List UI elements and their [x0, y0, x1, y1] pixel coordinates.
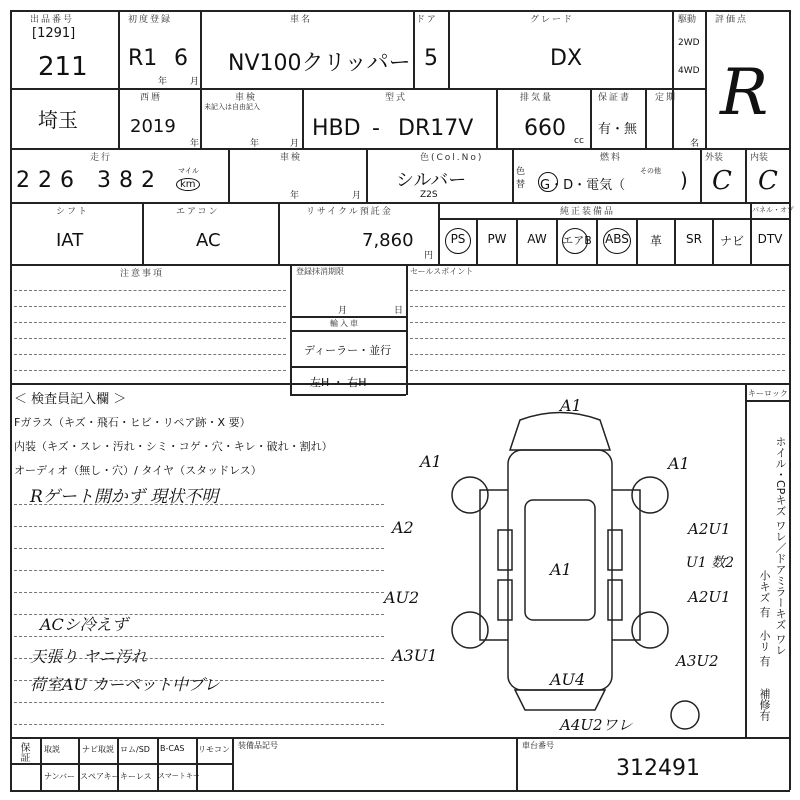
chassis-number: 312491	[616, 756, 700, 781]
exterior-value: C	[712, 166, 732, 196]
displacement-label: 排気量	[520, 93, 554, 103]
year-ad-label: 西暦	[140, 93, 163, 103]
drive-4wd: 4WD	[678, 66, 700, 76]
equip-airbag-circle	[562, 228, 588, 254]
warranty-value: 有・無	[598, 122, 638, 137]
fuel-other-label: その他	[640, 167, 661, 175]
year-suffix-2: 年	[190, 139, 200, 149]
year-suffix-3: 年	[250, 139, 260, 149]
equipment-label: 純正装備品	[560, 207, 616, 217]
equip-pw: PW	[487, 232, 507, 246]
aircon-value: AC	[196, 230, 221, 251]
doors-label: ドア	[416, 15, 438, 25]
fuel-value: G・D・電気（	[540, 178, 626, 193]
mark-bottom: A4U2ワレ	[560, 716, 633, 734]
month-suffix-4: 月	[338, 306, 348, 316]
km-unit: km	[176, 178, 200, 191]
mile-unit: マイル	[178, 167, 199, 175]
bottom-right-label: 車台番号	[522, 741, 554, 750]
lot-label: 出品番号	[30, 15, 75, 25]
shift-label: シフト	[56, 207, 90, 217]
hand-note-3: 天張り ヤニ汚れ	[30, 647, 148, 666]
area-value: 埼玉	[38, 108, 78, 132]
yen-unit: 円	[424, 251, 434, 261]
bottom-r2-1: スペアキー	[80, 772, 120, 781]
drive-2wd: 2WD	[678, 38, 700, 48]
equip-airbag: エアB	[562, 234, 592, 247]
inspector-label: ＜ 検査員記入欄 ＞	[14, 392, 127, 407]
mileage-label: 走行	[90, 153, 113, 163]
mileage-digits: 226 382	[16, 168, 163, 193]
mark-center: A1	[550, 560, 572, 579]
interior-value: C	[758, 166, 778, 196]
equip-dtv: DTV	[757, 232, 783, 246]
equip-leather: 革	[649, 234, 662, 248]
equip-abs-circle	[603, 228, 631, 254]
recycle-label: リサイクル預託金	[306, 207, 393, 217]
bottom-r1-1: ナビ取説	[82, 745, 114, 754]
fuel-close-paren: )	[680, 168, 688, 192]
bottom-r2-0: ナンバー	[44, 772, 76, 781]
options-label: パネル・オプ	[752, 206, 794, 214]
month-suffix-3: 月	[352, 191, 362, 201]
import-label: 輸入車	[330, 319, 360, 328]
name-suffix: 名	[690, 139, 700, 149]
notes-label: 注意事項	[120, 269, 165, 279]
displacement-value: 660	[524, 116, 566, 141]
grade-label: グレード	[530, 15, 575, 25]
exterior-label: 外装	[705, 153, 724, 163]
legend-2: 小キズ 有	[758, 570, 771, 618]
legend-4: 補修有	[758, 688, 771, 721]
manual-label: 定期	[655, 93, 678, 103]
mark-fl: A1	[420, 452, 442, 471]
mark-left-mid: A2	[392, 518, 414, 537]
model-code: DR17V	[398, 116, 474, 141]
lot-top: [1291]	[32, 26, 76, 41]
model-name-label: 車名	[290, 15, 313, 25]
mark-r4: A3U2	[676, 652, 719, 670]
score-value: R	[720, 56, 769, 130]
hand-note-4: 荷室AU カーペット中ブレ	[30, 675, 220, 694]
audio-line: オーディオ（無し・穴）/ タイヤ（スタッドレス）	[14, 464, 262, 477]
hand-note-1: Rゲート開かず 現状不明	[30, 487, 219, 507]
color-label: 色(Col.No)	[420, 153, 484, 163]
chassis-label: 車検	[280, 153, 303, 163]
equip-navi: ナビ	[719, 234, 744, 248]
mark-top: A1	[560, 396, 582, 415]
color-code: Z2S	[420, 190, 438, 200]
first-reg-era: R1	[128, 46, 158, 71]
model-dash: -	[372, 116, 380, 141]
year-suffix-4: 年	[290, 191, 300, 201]
bottom-r1-3: B-CAS	[160, 744, 185, 753]
mark-fr: A1	[668, 454, 690, 473]
model-label: 型式	[385, 93, 408, 103]
glass-line: Fガラス（キズ・飛石・ヒビ・リペア跡・X 要）	[14, 416, 251, 429]
bottom-r2-2: キーレス	[120, 772, 152, 781]
shift-value: IAT	[56, 230, 84, 251]
bottom-r2-3: スマートキー	[158, 772, 200, 780]
doors-value: 5	[424, 46, 438, 71]
equip-sr: SR	[686, 232, 702, 246]
bottom-left-label: 保証	[18, 742, 29, 762]
first-reg-month: 6	[174, 46, 188, 71]
model-prefix: HBD	[312, 116, 361, 141]
interior-line: 内装（キズ・スレ・汚れ・シミ・コゲ・穴・キレ・破れ・割れ）	[14, 440, 333, 453]
equip-ps-circle	[445, 228, 471, 254]
legend-1: ホイル・CPキズ ワレ／ドアミラーキズ ワレ	[774, 436, 787, 656]
bottom-r1-0: 取説	[44, 745, 60, 754]
equip-ps: PS	[450, 232, 466, 246]
year-ad-value: 2019	[130, 116, 176, 137]
day-suffix: 日	[394, 306, 404, 316]
dealer-value: ディーラー・並行	[304, 344, 392, 357]
bottom-r1-2: ロム/SD	[120, 745, 150, 754]
equip-aw: AW	[527, 232, 547, 246]
lot-number: 211	[38, 52, 88, 82]
first-reg-label: 初度登録	[128, 15, 173, 25]
bottom-r1-4: リモコン	[198, 745, 230, 754]
mark-left-low: AU2	[384, 588, 420, 607]
mark-r2: U1 数2	[686, 555, 735, 571]
sales-point-label: セールスポイント	[410, 267, 474, 276]
color-change-label: 色替	[516, 167, 526, 190]
month-suffix-2: 月	[290, 139, 300, 149]
month-suffix: 月	[190, 77, 200, 87]
interior-label: 内装	[750, 153, 769, 163]
drive-label: 駆動	[678, 15, 697, 25]
score-label: 評価点	[715, 15, 749, 25]
equip-abs: ABS	[605, 232, 629, 246]
name-change-label: 登録抹消期限	[296, 267, 344, 276]
recycle-value: 7,860	[362, 230, 414, 251]
fuel-g-circle	[538, 172, 558, 192]
year-suffix: 年	[158, 77, 168, 87]
mark-rear: AU4	[550, 670, 586, 689]
inspection-label: 車検	[235, 93, 258, 103]
model-name: NV100クリッパー	[228, 51, 411, 76]
keylock-label: キーロック	[748, 389, 788, 398]
hand-note-2: ACシ冷えず	[40, 615, 128, 634]
legend-3: 小リ 有	[758, 630, 771, 667]
fuel-label: 燃料	[600, 153, 623, 163]
no-record-note: 未記入は自由記入	[204, 103, 260, 111]
cc-unit: cc	[574, 136, 584, 146]
color-value: シルバー	[396, 170, 467, 191]
steering-value: 左H ・ 右H	[310, 376, 367, 389]
mark-r3: A2U1	[688, 588, 731, 606]
bottom-mid-label: 装備品記号	[238, 741, 278, 750]
grade-value: DX	[550, 46, 583, 71]
mark-left-rear: A3U1	[392, 646, 438, 665]
aircon-label: エアコン	[176, 207, 220, 217]
warranty-label: 保証書	[598, 93, 632, 103]
mark-r1: A2U1	[688, 520, 731, 538]
